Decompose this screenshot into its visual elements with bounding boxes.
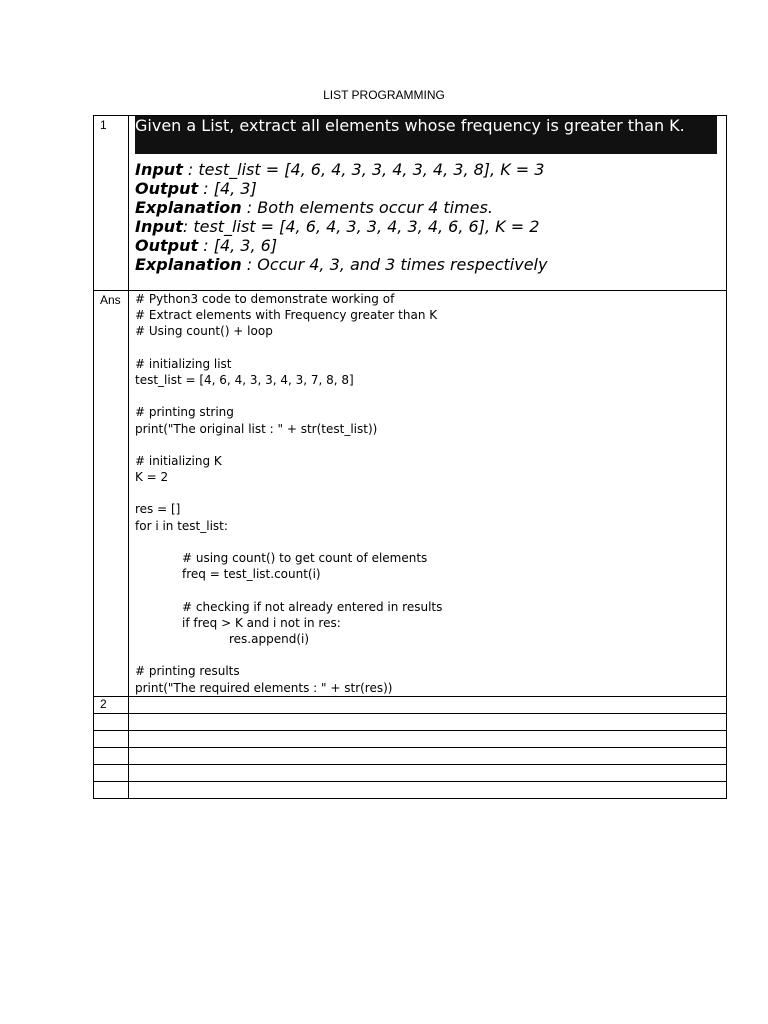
code-line xyxy=(135,647,726,663)
question-example-line xyxy=(135,255,721,274)
answer-label: Ans xyxy=(94,291,129,697)
question-cell xyxy=(129,116,727,291)
empty-cell xyxy=(129,764,727,781)
example-text: : Occur 4, 3, and 3 times respectively xyxy=(241,255,548,274)
example-text: : [4, 3, 6] xyxy=(198,236,278,255)
example-label: Output xyxy=(135,179,199,198)
empty-cell xyxy=(94,730,129,747)
code-line: # Extract elements with Frequency greater than K xyxy=(135,308,438,323)
empty-cell xyxy=(129,730,727,747)
code-line: # Python3 code to demonstrate working of xyxy=(135,292,395,306)
code-line: test_list = [4, 6, 4, 3, 3, 4, 3, 7, 8, 8] xyxy=(135,372,354,387)
question-number: 1 xyxy=(94,116,129,291)
question-example-line xyxy=(135,217,721,236)
example-label: Explanation xyxy=(135,198,242,217)
code-line: print("The required elements : " + str(res)) xyxy=(135,680,393,695)
code-line: # using count() to get count of elements xyxy=(182,551,428,565)
answer-row-1 xyxy=(94,291,727,697)
code-line: if freq > K and i not in res: xyxy=(182,615,341,630)
empty-row xyxy=(94,781,727,798)
empty-row xyxy=(94,730,727,747)
code-line: # printing string xyxy=(135,405,234,420)
empty-row xyxy=(94,713,727,730)
example-text: : test_list = [4, 6, 4, 3, 3, 4, 3, 4, 6, 6], K = 2 xyxy=(182,217,540,236)
example-label: Input xyxy=(135,160,183,179)
empty-cell xyxy=(129,781,727,798)
example-text: : [4, 3] xyxy=(198,179,257,198)
code-line xyxy=(135,582,726,598)
question-example-line xyxy=(135,236,721,255)
empty-cell xyxy=(94,781,129,798)
empty-cell xyxy=(94,713,129,730)
empty-cell xyxy=(129,696,727,713)
question-examples xyxy=(135,160,721,290)
code-line: K = 2 xyxy=(135,470,169,485)
empty-cell xyxy=(94,747,129,764)
example-label: Input xyxy=(135,217,183,236)
question-example-line xyxy=(135,198,721,217)
empty-row xyxy=(94,747,727,764)
example-label: Explanation xyxy=(135,255,242,274)
empty-cell xyxy=(129,713,727,730)
code-line xyxy=(135,485,726,501)
code-line: # printing results xyxy=(135,664,240,679)
code-line: print("The original list : " + str(test_list)) xyxy=(135,421,378,436)
code-line: res.append(i) xyxy=(229,631,310,646)
code-line: freq = test_list.count(i) xyxy=(182,567,321,582)
example-text: : test_list = [4, 6, 4, 3, 3, 4, 3, 4, 3, 8], K = 3 xyxy=(182,160,545,179)
empty-row xyxy=(94,764,727,781)
question-row-2 xyxy=(94,696,727,713)
question-example-line xyxy=(135,160,721,179)
code-line xyxy=(135,437,726,453)
document-title: LIST PROGRAMMING xyxy=(323,88,445,102)
question-number: 2 xyxy=(94,696,129,713)
question-heading: Given a List, extract all elements whose frequency is greater than K. xyxy=(135,116,717,154)
question-row-1 xyxy=(94,116,727,291)
code-line xyxy=(135,534,726,550)
answer-cell xyxy=(129,291,727,697)
question-example-line xyxy=(135,179,721,198)
answer-code xyxy=(129,291,726,696)
code-line: # checking if not already entered in results xyxy=(182,599,443,614)
empty-cell xyxy=(129,747,727,764)
code-line: res = [] xyxy=(135,502,181,517)
code-line: # initializing list xyxy=(135,356,232,371)
code-line xyxy=(135,340,726,356)
question-table xyxy=(93,115,727,799)
example-text: : Both elements occur 4 times. xyxy=(241,198,493,217)
code-line xyxy=(135,388,726,404)
example-label: Output xyxy=(135,236,199,255)
code-line: for i in test_list: xyxy=(135,518,228,533)
code-line: # Using count() + loop xyxy=(135,324,273,339)
code-line: # initializing K xyxy=(135,453,222,468)
empty-cell xyxy=(94,764,129,781)
